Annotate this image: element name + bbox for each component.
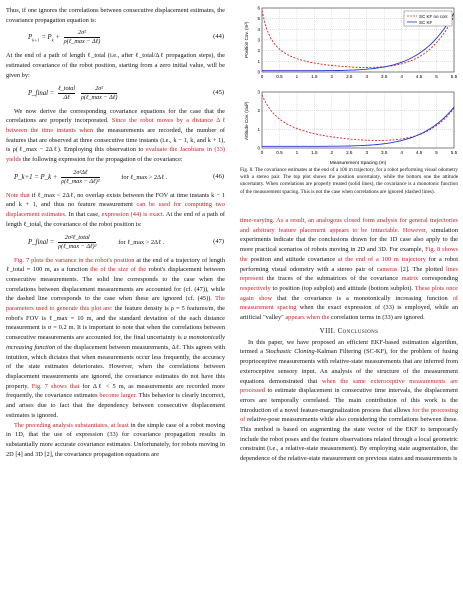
y-tick-label: 3 <box>257 90 260 95</box>
equation-44 <box>6 25 225 51</box>
fraction: $\frac{\text{2σ²}}{\text{ρ(ℓ\_max − Δℓ)}}$ <box>63 29 101 46</box>
right-column <box>240 6 458 596</box>
left-column <box>6 6 225 459</box>
equation-47 <box>6 230 225 256</box>
x-tick-label: 5.5 <box>450 74 458 79</box>
x-tick-label: 3 <box>365 74 369 79</box>
x-tick-label: 2.5 <box>346 150 353 155</box>
equation-number: (46) <box>213 172 224 180</box>
y-tick-label: 5 <box>257 16 260 22</box>
equation-lhs: P_final = <box>28 89 55 97</box>
equation-condition: for ℓ_max > 2Δℓ . <box>118 238 165 246</box>
y-tick-label: 0 <box>257 69 260 75</box>
x-tick-label: 5.5 <box>450 150 458 155</box>
x-tick-label: 4 <box>400 150 403 155</box>
fraction: $\frac{\text{2σ²}}{\text{ρ(ℓ\_max − Δℓ)}}$ <box>80 84 118 101</box>
paragraph: At the end of a path of length ℓ_total (i.e., after ℓ_total/Δℓ propagation steps), the estimated covariance of the robot position, starting from a zero initial value, will be given by: <box>6 52 225 79</box>
x-tick-label: 0.5 <box>276 150 283 155</box>
paragraph: time-varying. As a result, an analogous closed form analysis for general trajectories and arbitrary feature placement appears to be intractable. However, simulation experiments indicate that the conclusions drawn for the 1D case also apply to the more practical scenarios of robots moving in 2D and 3D. For example, Fig. 8 shows the position and attitude covariance at the end of a 100 m trajectory for a robot performing visual odometry with a stereo pair of cameras [2]. The plotted lines represent the traces of the submatrices of the covariance matrix corresponding respectively to position (top subplot) and attitude (bottom subplot). These plots once again show that the covariance is a monotonically increasing function of measurement spacing when the exact expression of (33) is employed, while an artificial "valley" appears when the correlation terms in (33) are ignored. <box>240 217 459 322</box>
x-tick-label: 0.5 <box>276 74 283 79</box>
series-no-corr <box>262 95 454 141</box>
paragraph: In this paper, we have proposed an efficient EKF-based estimation algorithm, termed a Stochastic Cloning-Kalman Filtering (SC-KF), for the problem of fusing proprioceptive measurements with relative-state measurements that are inferred from exteroceptive sensory input. An analysis of the structure of the measurement equations demonstrated that when the same exteroceptive measurements are processed to estimate displacement in consecutive time intervals, the displacement errors are temporally correlated. The main contribution of this work is the introduction of a novel feature-marginalization process that allows for the processing of relative-pose measurements while also considering the correlations between these. This method is based on augmenting the state vector of the EKF to temporarily include the robot poses and the feature observations related through a local geometric constraint (i.e., a relative-state measurement). By employing state augmentation, the dependence of the relative-state measurement on previous states and measurements is <box>240 338 459 463</box>
legend-label: SC KF no corr. <box>419 14 449 19</box>
y-tick-label: 2 <box>257 48 260 54</box>
equation-number: (44) <box>213 33 224 41</box>
y-tick-label: 4 <box>257 26 260 32</box>
x-tick-label: 1.5 <box>311 150 318 155</box>
paragraph: Note that if ℓ_max < 2Δℓ, no overlap exists between the FOV at time instants k − 1 and k + 1, and thus no feature measurement can be used for computing two displacement estimates. In that case, expression (44) is exact. At the end of a path of length ℓ_total, the covariance of the robot position is: <box>6 191 225 228</box>
x-tick-label: 1.5 <box>311 74 318 79</box>
paragraph: Thus, if one ignores the correlations between consecutive displacement estimates, the covariance propagation equation is: <box>6 7 225 24</box>
x-tick-label: 0 <box>260 74 264 79</box>
fraction: $\frac{\text{ℓ\_total}}{\text{Δℓ}}$ <box>58 84 76 101</box>
y-tick-label: 2 <box>257 108 260 114</box>
x-tick-label: 1 <box>295 150 299 155</box>
section-heading: VIII. Conclusions <box>319 326 379 335</box>
legend-label: SC KF <box>419 20 433 25</box>
x-tick-label: 2.5 <box>346 74 353 79</box>
x-tick-label: 4.5 <box>415 74 423 79</box>
y-tick-label: 3 <box>257 37 260 43</box>
y-tick-label: 0 <box>257 145 260 151</box>
fraction: $\frac{\text{2σ²ℓ\_total}}{\text{ρ(ℓ\_max − Δℓ)²}}$ <box>58 233 97 250</box>
equation-lhs: P_k+1 = P_k + <box>14 173 58 181</box>
equation-lhs: $P_{k+1}$ <box>28 33 40 43</box>
paragraph: We now derive the corresponding covariance equations for the case that the correlations are properly incorporated. Since the robot moves by a distance Δℓ between the time instants when the measurements are recorded, the number of features that are observed at three consecutive time instants (i.e., k − 1, k, and k + 1), is ρ(ℓ_max − 2Δℓ). Employing this observation to evaluate the Jacobians in (33) yields the following expression for the propagation of the covariance: <box>6 107 225 164</box>
series-with-corr <box>262 107 454 146</box>
x-tick-label: 0 <box>260 150 264 155</box>
fraction: $\frac{\text{2σ²Δℓ}}{\text{ρ(ℓ\_max − Δℓ)²}}$ <box>61 168 100 185</box>
y-tick-label: 1 <box>257 126 260 132</box>
attitude-covariance-plot <box>240 90 458 166</box>
y-tick-label: 1 <box>257 58 260 64</box>
x-tick-label: 1 <box>295 74 299 79</box>
legend <box>404 11 452 26</box>
equation-number: (47) <box>213 237 224 245</box>
x-tick-label: 2 <box>330 74 334 79</box>
equation-lhs: P_final = <box>28 238 55 246</box>
paragraph: Fig. 7 plots the variance in the robot's position at the end of a trajectory of length ℓ_total = 100 m, as a function the of the size of the robot's displacement between consecutive measurements. The solid line corresponds to the case when the correlations between displacement measurements are accounted for (cf. (47)), while the dashed line corresponds to the case when these are ignored (cf. (45)). The parameters used to generate this plot are: the feature density is ρ = 5 features/m, the robot's FOV is ℓ_max = 10 m, and the standard deviation of the each distance measurement is σ = 0.2 m. It is important to note that when the correlations between consecutive measurements are accounted for, the final uncertainty is a monotonically increasing function of the displacement between measurements, Δℓ. This agrees with intuition, which dictates that when measurements occur less frequently, the accuracy of the state estimates deteriorates. However, when the correlations between displacement measurements are ignored, the covariance estimates do not have this property. Fig. 7 shows that for Δℓ < 5 m, as measurements are recorded more frequently, the covariance estimates become larger. This behavior is clearly incorrect, and arises due to fact that the dependency between consecutive displacement estimates is ignored. <box>6 256 225 419</box>
y-axis-label: Attitude Cov. (rad²) <box>244 101 249 140</box>
figure-caption: Fig. 8. The covariance estimates at the end of a 100 m trajectory, for a robot performing visual odometry with a stereo pair. The top plot shows the position uncertainty, while the bottom one the attitude uncertainty. When correlations are properly treated (solid lines), the covariance is a monotonic function of the measurement spacing. This is not the case when correlations are ignored (dashed lines). <box>240 167 458 195</box>
equation-46 <box>6 165 225 191</box>
equation-number: (45) <box>213 88 224 96</box>
x-tick-label: 3 <box>365 150 369 155</box>
paragraph: The preceding analysis substantiates, at least in the simple case of a robot moving in 1D, that the use of expression (33) for covariance propagation results in substantially more accurate covariance estimates. Unfortunately, for robots moving in 2D [4] and 3D [2], the covariance propagation equations are <box>6 421 225 458</box>
y-axis-label: Position Cov. (m²) <box>244 21 249 58</box>
position-covariance-plot <box>240 6 458 88</box>
x-tick-label: 3.5 <box>380 150 388 155</box>
x-tick-label: 4 <box>400 74 403 79</box>
x-tick-label: 5 <box>435 150 438 155</box>
equation-rhs: = $P_k$ + <box>41 33 60 43</box>
x-tick-label: 3.5 <box>380 74 388 79</box>
x-axis-label: Measurement Spacing (m) <box>329 161 387 166</box>
x-tick-label: 5 <box>435 74 438 79</box>
y-tick-label: 6 <box>257 6 260 11</box>
x-tick-label: 4.5 <box>415 150 423 155</box>
equation-condition: for ℓ_max > 2Δℓ . <box>121 173 168 181</box>
equation-45 <box>6 81 225 107</box>
x-tick-label: 2 <box>330 150 334 155</box>
